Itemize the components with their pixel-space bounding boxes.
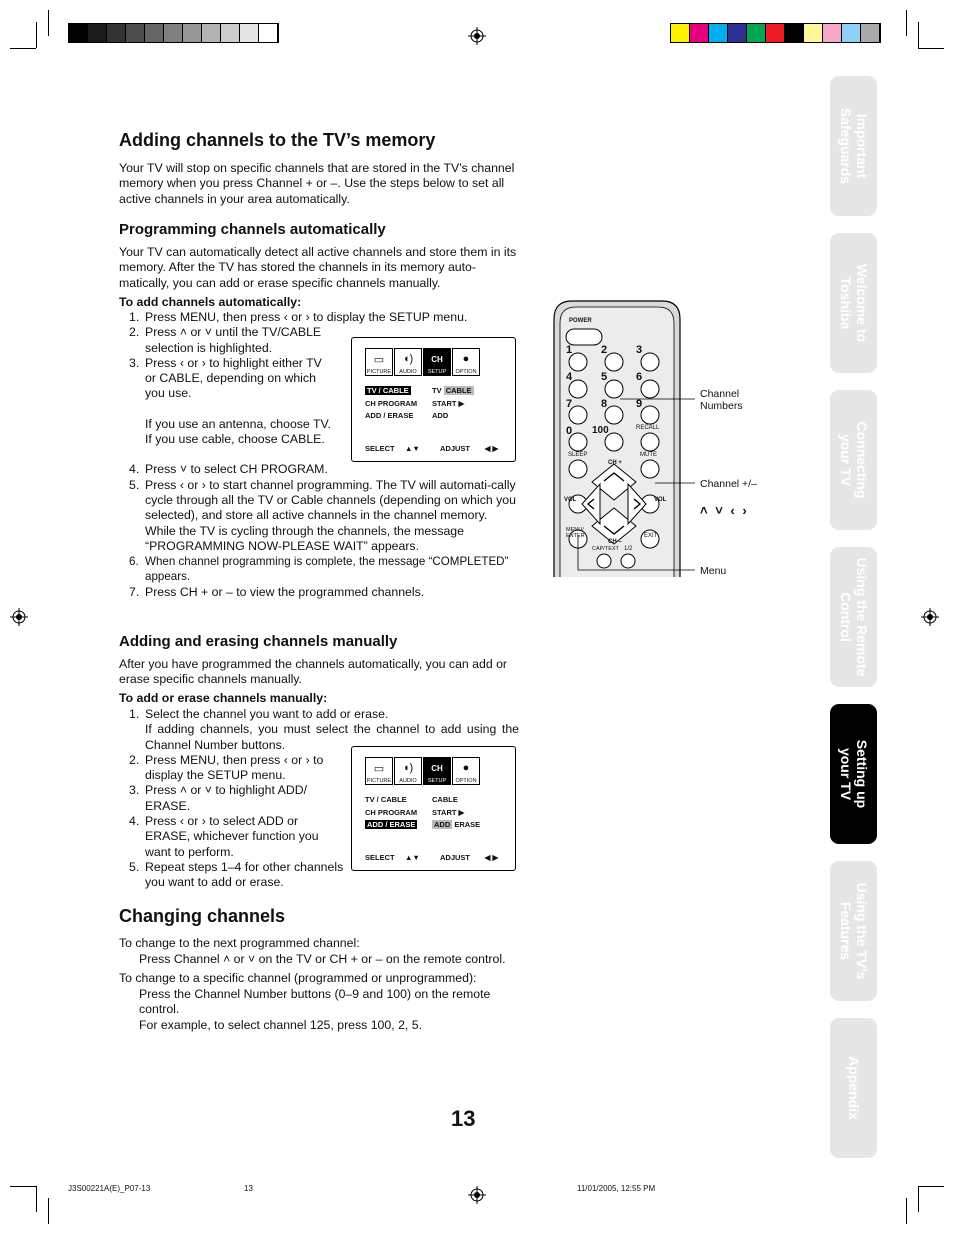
audio-icon: ◖) AUDIO bbox=[394, 348, 422, 376]
color-swatch bbox=[88, 24, 107, 42]
tab-connecting-your-tv[interactable]: Connecting your TV bbox=[830, 390, 877, 530]
footer-date: 11/01/2005, 12:55 PM bbox=[577, 1184, 656, 1193]
color-swatch bbox=[671, 24, 690, 42]
step-item: 4. Press ˅ to select CH PROGRAM. bbox=[129, 462, 328, 477]
section-heading-changing: Changing channels bbox=[119, 906, 286, 926]
step-item: While the TV is cycling through the channels, the message “PROGRAMMING NOW-PLEASE WAIT” appears. bbox=[145, 523, 464, 553]
color-swatch bbox=[861, 24, 880, 42]
color-swatch bbox=[804, 24, 823, 42]
step-item: 4. Press ‹ or › to select ADD or ERASE, whichever function you want to perform. bbox=[129, 814, 319, 859]
callout-channel-plus-minus: Channel +/– bbox=[700, 478, 757, 490]
crop-mark bbox=[36, 22, 37, 48]
crop-mark bbox=[906, 10, 907, 36]
crop-mark bbox=[918, 22, 919, 48]
crop-mark bbox=[906, 1198, 907, 1224]
color-swatch bbox=[690, 24, 709, 42]
step-item: 2. Press MENU, then press ‹ or › to display the SETUP menu. bbox=[129, 752, 324, 783]
color-swatch bbox=[728, 24, 747, 42]
crop-mark bbox=[48, 1198, 49, 1224]
crop-mark bbox=[918, 48, 944, 49]
color-swatch bbox=[145, 24, 164, 42]
option-icon: ● OPTION bbox=[452, 757, 480, 785]
color-swatch bbox=[126, 24, 145, 42]
registration-mark-icon bbox=[10, 608, 28, 626]
step-item: 7. Press CH + or – to view the programmed channels. bbox=[129, 584, 425, 599]
tab-using-the-tvs-features[interactable]: Using the TV’s Features bbox=[830, 861, 877, 1001]
section-heading-manual: Adding and erasing channels manually bbox=[119, 633, 398, 650]
color-swatch bbox=[709, 24, 728, 42]
tab-important-safeguards[interactable]: Important Safeguards bbox=[830, 76, 877, 216]
step-item: 5. Press ‹ or › to start channel programming. The TV will automati-cally cycle through all the TV or Cable channels (depending on which you selected), and store all active channels in the channel memory. bbox=[129, 477, 516, 523]
tab-welcome-to-toshiba[interactable]: Welcome to Toshiba bbox=[830, 233, 877, 373]
crop-mark bbox=[36, 1186, 37, 1212]
step-item: 1. Press MENU, then press ‹ or › to display the SETUP menu. bbox=[129, 310, 468, 324]
changing-text: For example, to select channel 125, press 100, 2, 5. bbox=[139, 1018, 422, 1032]
color-swatch bbox=[823, 24, 842, 42]
color-swatch bbox=[107, 24, 126, 42]
step-item: If you use cable, choose CABLE. bbox=[145, 432, 325, 447]
tab-using-the-remote-control[interactable]: Using the Remote Control bbox=[830, 547, 877, 687]
footer-page: 13 bbox=[244, 1184, 253, 1193]
crop-mark bbox=[10, 1186, 36, 1187]
intro-text: Your TV will stop on specific channels that are stored in the TV’s channel memory when you press Channel + or –. Use the steps below to set all active channels in your area automatically. bbox=[119, 161, 515, 206]
manual-subheading: To add or erase channels manually: bbox=[119, 691, 328, 705]
color-swatch bbox=[785, 24, 804, 42]
manual-text: After you have programmed the channels automatically, you can add or erase specific channels manually. bbox=[119, 657, 508, 687]
menu-icon-row bbox=[365, 757, 480, 785]
step-item: 3. Press ˄ or ˅ to highlight ADD/ ERASE. bbox=[129, 783, 307, 813]
footer-file: J3S00221A(E)_P07-13 bbox=[68, 1184, 151, 1193]
changing-text: Press the Channel Number buttons (0–9 and 100) on the remote control. bbox=[139, 987, 491, 1017]
callout-channel-numbers: Channel Numbers bbox=[700, 388, 743, 412]
setup-menu-screen-add-erase: ▭ PICTURE ◖) AUDIO CH SETUP ● OPTION TV / CABLE CABLE CH PROGRAM START ▶ ADD / ERASE ADD ERASE SELECT ▲▼ ADJUST ◀ ▶ bbox=[351, 746, 516, 871]
step-item: 2. Press ˄ or ˅ until the TV/CABLE selection is highlighted. bbox=[129, 325, 322, 355]
color-swatch bbox=[240, 24, 259, 42]
remote-control-illustration: POWER 1 2 3 4 5 6 7 8 9 0 100 RECALL SLEEP MUTE CH + CH – VOL VOL MENU/ ENTER EXIT CAP/TEXT 1/2 bbox=[552, 299, 682, 577]
color-swatch bbox=[164, 24, 183, 42]
setup-icon: CH SETUP bbox=[423, 757, 451, 785]
color-swatch bbox=[202, 24, 221, 42]
page-number: 13 bbox=[451, 1106, 476, 1131]
registration-mark-icon bbox=[921, 608, 939, 626]
crop-mark bbox=[918, 1186, 944, 1187]
color-swatch bbox=[69, 24, 88, 42]
step-item: If adding channels, you must select the channel to add using the Channel Number buttons. bbox=[145, 722, 519, 752]
crop-mark bbox=[48, 10, 49, 36]
power-label: POWER bbox=[569, 318, 592, 324]
auto-text: Your TV can automatically detect all active channels and store them in its memory. After the TV has stored the channels in its memory auto-matically, you can add or erase specific channels manually. bbox=[119, 245, 517, 290]
changing-text: Press Channel ˄ or ˅ on the TV or CH + or – on the remote control. bbox=[139, 952, 506, 966]
color-swatch bbox=[766, 24, 785, 42]
callout-lines bbox=[575, 395, 700, 580]
changing-text: To change to the next programmed channel: bbox=[119, 936, 360, 950]
setup-menu-screen-tv-cable: ▭ PICTURE ◖) AUDIO CH SETUP ● OPTION TV / CABLE TV CABLE CH PROGRAM START ▶ ADD / ERASE ADD SELECT ▲▼ ADJUST ◀ ▶ bbox=[351, 337, 516, 462]
tab-setting-up-your-tv[interactable]: Setting up your TV bbox=[830, 704, 877, 844]
picture-icon: ▭ PICTURE bbox=[365, 348, 393, 376]
color-swatch bbox=[183, 24, 202, 42]
registration-mark-icon bbox=[468, 1186, 486, 1204]
color-swatch bbox=[221, 24, 240, 42]
menu-icon-row bbox=[365, 348, 480, 376]
color-swatch bbox=[842, 24, 861, 42]
color-bar bbox=[670, 23, 881, 43]
crop-mark bbox=[10, 48, 36, 49]
audio-icon: ◖) AUDIO bbox=[394, 757, 422, 785]
grayscale-bar bbox=[68, 23, 279, 43]
color-swatch bbox=[259, 24, 278, 42]
setup-icon: CH SETUP bbox=[423, 348, 451, 376]
step-item: If you use an antenna, choose TV. bbox=[145, 416, 331, 431]
callout-arrows: ˄ ˅ ‹ › bbox=[700, 503, 749, 518]
option-icon: ● OPTION bbox=[452, 348, 480, 376]
picture-icon: ▭ PICTURE bbox=[365, 757, 393, 785]
page-title: Adding channels to the TV’s memory bbox=[119, 130, 436, 150]
step-item: 1. Select the channel you want to add or erase. bbox=[129, 707, 389, 721]
registration-mark-icon bbox=[468, 27, 486, 45]
step-item: 5. Repeat steps 1–4 for other channels you want to add or erase. bbox=[129, 859, 344, 890]
section-heading-auto: Programming channels automatically bbox=[119, 221, 386, 238]
crop-mark bbox=[918, 1186, 919, 1212]
step-item: 3. Press ‹ or › to highlight either TV or CABLE, depending on which you use. bbox=[129, 355, 322, 401]
auto-subheading: To add channels automatically: bbox=[119, 295, 302, 309]
color-swatch bbox=[747, 24, 766, 42]
callout-menu: Menu bbox=[700, 565, 727, 577]
step-item: 6. When channel programming is complete, the message “COMPLETED” appears. bbox=[129, 555, 509, 584]
tab-appendix[interactable]: Appendix bbox=[830, 1018, 877, 1158]
changing-text: To change to a specific channel (programmed or unprogrammed): bbox=[119, 971, 477, 985]
